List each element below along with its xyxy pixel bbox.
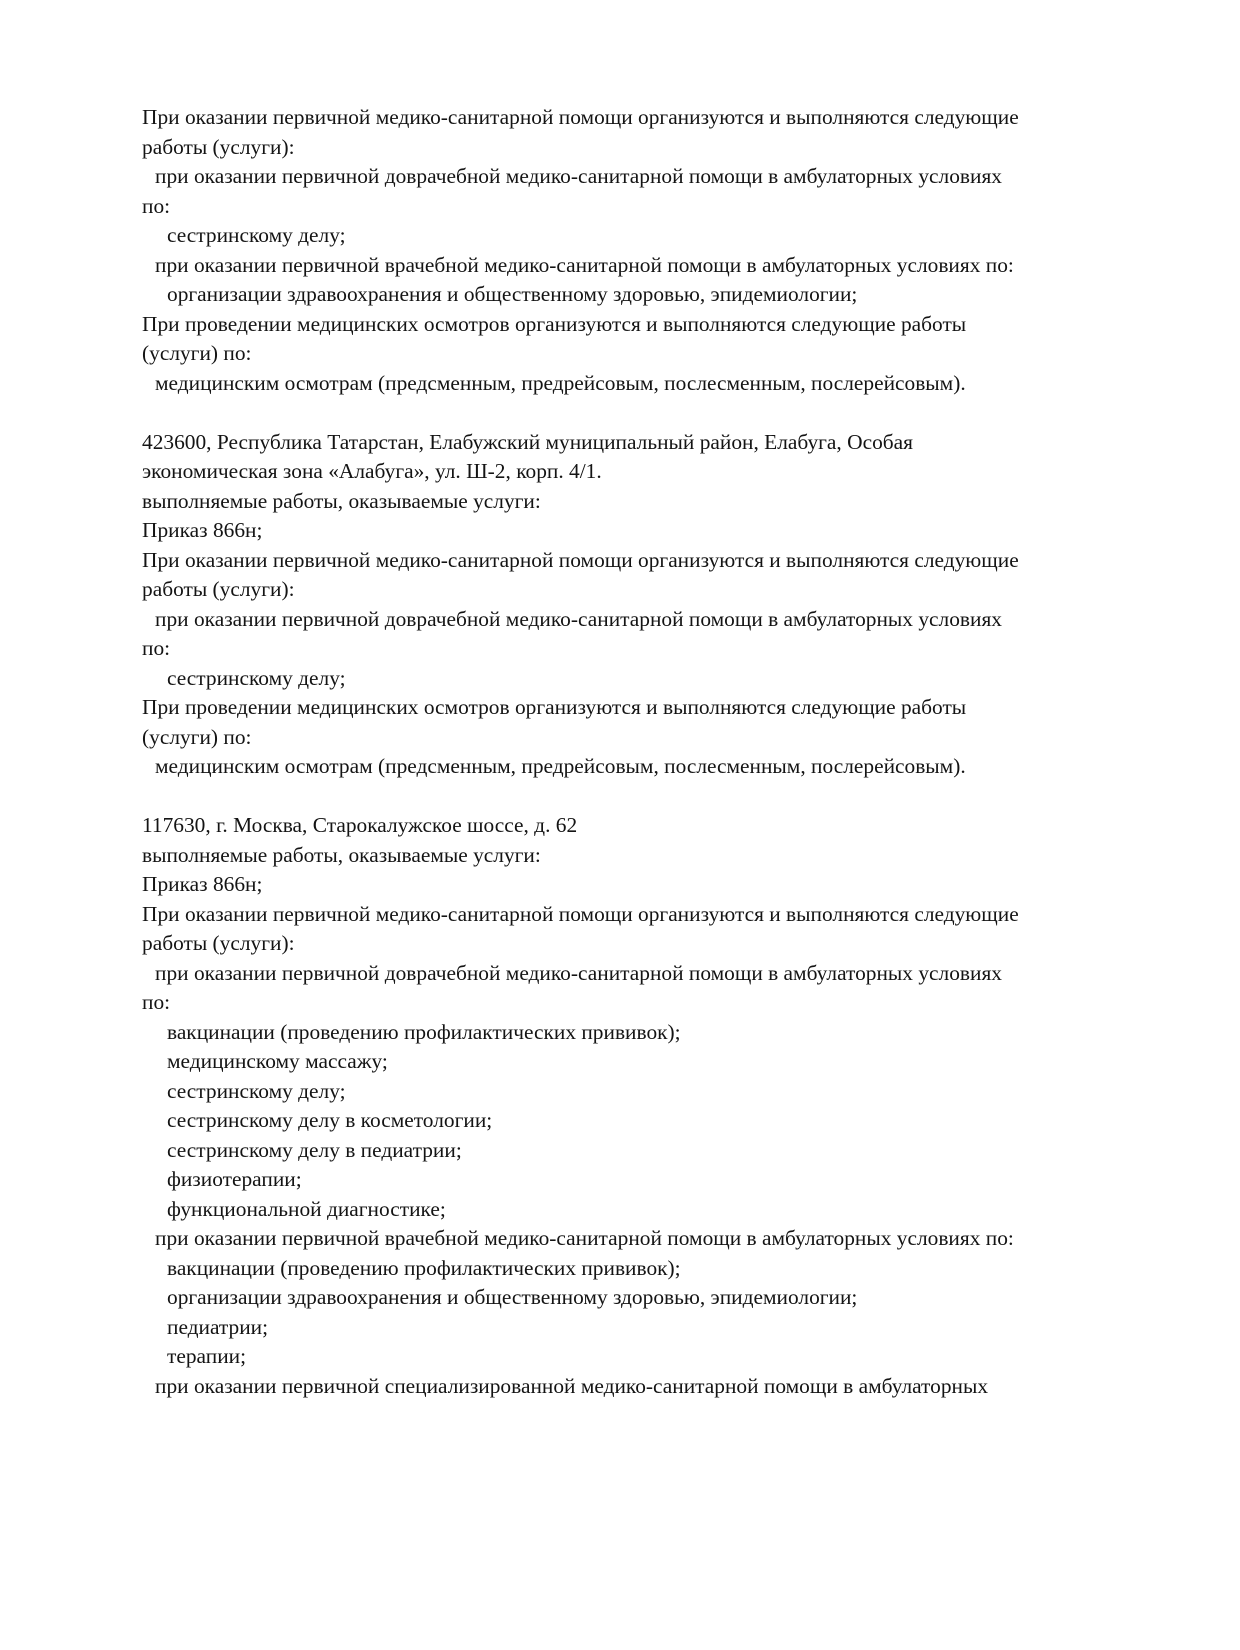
document-section: [142, 428, 1142, 782]
text-line: по:: [142, 636, 171, 660]
text-line: педиатрии;: [167, 1314, 269, 1339]
text-line: при оказании первичной врачебной медико-санитарной помощи в амбулаторных условиях по:: [155, 1226, 1014, 1250]
text-line: по:: [142, 990, 171, 1014]
text-line: при оказании первичной доврачебной медико-санитарной помощи в амбулаторных условиях: [155, 164, 1002, 188]
text-line: 117630, г. Москва, Старокалужское шоссе, д. 62: [142, 813, 578, 837]
text-line: сестринскому делу;: [167, 1078, 346, 1103]
text-line: работы (услуги):: [142, 577, 295, 601]
text-line: сестринскому делу;: [167, 665, 346, 690]
text-line: При проведении медицинских осмотров организуются и выполняются следующие работы: [142, 695, 967, 719]
text-line: терапии;: [167, 1344, 247, 1368]
text-line: организации здравоохранения и общественному здоровью, эпидемиологии;: [167, 1285, 858, 1309]
text-line: функциональной диагностике;: [167, 1196, 446, 1221]
text-line: При оказании первичной медико-санитарной помощи организуются и выполняются следующие: [142, 901, 1019, 926]
text-line: при оказании первичной врачебной медико-санитарной помощи в амбулаторных условиях по:: [155, 252, 1014, 277]
text-line: при оказании первичной специализированной медико-санитарной помощи в амбулаторных: [155, 1373, 989, 1398]
document-section: [142, 103, 1142, 398]
text-line: Приказ 866н;: [142, 518, 263, 542]
text-line: (услуги) по:: [142, 724, 252, 749]
text-line: (услуги) по:: [142, 341, 252, 365]
text-line: медицинским осмотрам (предсменным, предрейсовым, послесменным, послерейсовым).: [155, 754, 966, 778]
text-line: сестринскому делу;: [167, 223, 346, 247]
text-line: физиотерапии;: [167, 1167, 302, 1191]
text-line: При оказании первичной медико-санитарной помощи организуются и выполняются следующие: [142, 105, 1019, 129]
text-line: выполняемые работы, оказываемые услуги:: [142, 842, 541, 867]
text-line: работы (услуги):: [142, 134, 295, 159]
text-line: при оказании первичной доврачебной медико-санитарной помощи в амбулаторных условиях: [155, 960, 1002, 985]
section-spacer: [142, 398, 1142, 428]
text-line: медицинскому массажу;: [167, 1049, 388, 1073]
text-line: Приказ 866н;: [142, 872, 263, 896]
text-line: вакцинации (проведению профилактических прививок);: [167, 1019, 681, 1044]
text-line: экономическая зона «Алабуга», ул. Ш-2, корп. 4/1.: [142, 459, 602, 483]
text-line: работы (услуги):: [142, 931, 295, 955]
text-line: выполняемые работы, оказываемые услуги:: [142, 488, 541, 513]
document-section: [142, 811, 1142, 1401]
text-line: При оказании первичной медико-санитарной помощи организуются и выполняются следующие: [142, 547, 1019, 572]
text-line: сестринскому делу в педиатрии;: [167, 1137, 462, 1162]
text-line: медицинским осмотрам (предсменным, предрейсовым, послесменным, послерейсовым).: [155, 370, 966, 395]
text-line: При проведении медицинских осмотров организуются и выполняются следующие работы: [142, 311, 967, 336]
section-spacer: [142, 782, 1142, 812]
text-line: организации здравоохранения и общественному здоровью, эпидемиологии;: [167, 282, 858, 306]
text-line: по:: [142, 193, 171, 218]
text-line: при оказании первичной доврачебной медико-санитарной помощи в амбулаторных условиях: [155, 606, 1002, 631]
text-line: сестринскому делу в косметологии;: [167, 1108, 493, 1132]
document-body: [142, 103, 1142, 1401]
text-line: 423600, Республика Татарстан, Елабужский муниципальный район, Елабуга, Особая: [142, 429, 913, 454]
text-line: вакцинации (проведению профилактических прививок);: [167, 1255, 681, 1280]
